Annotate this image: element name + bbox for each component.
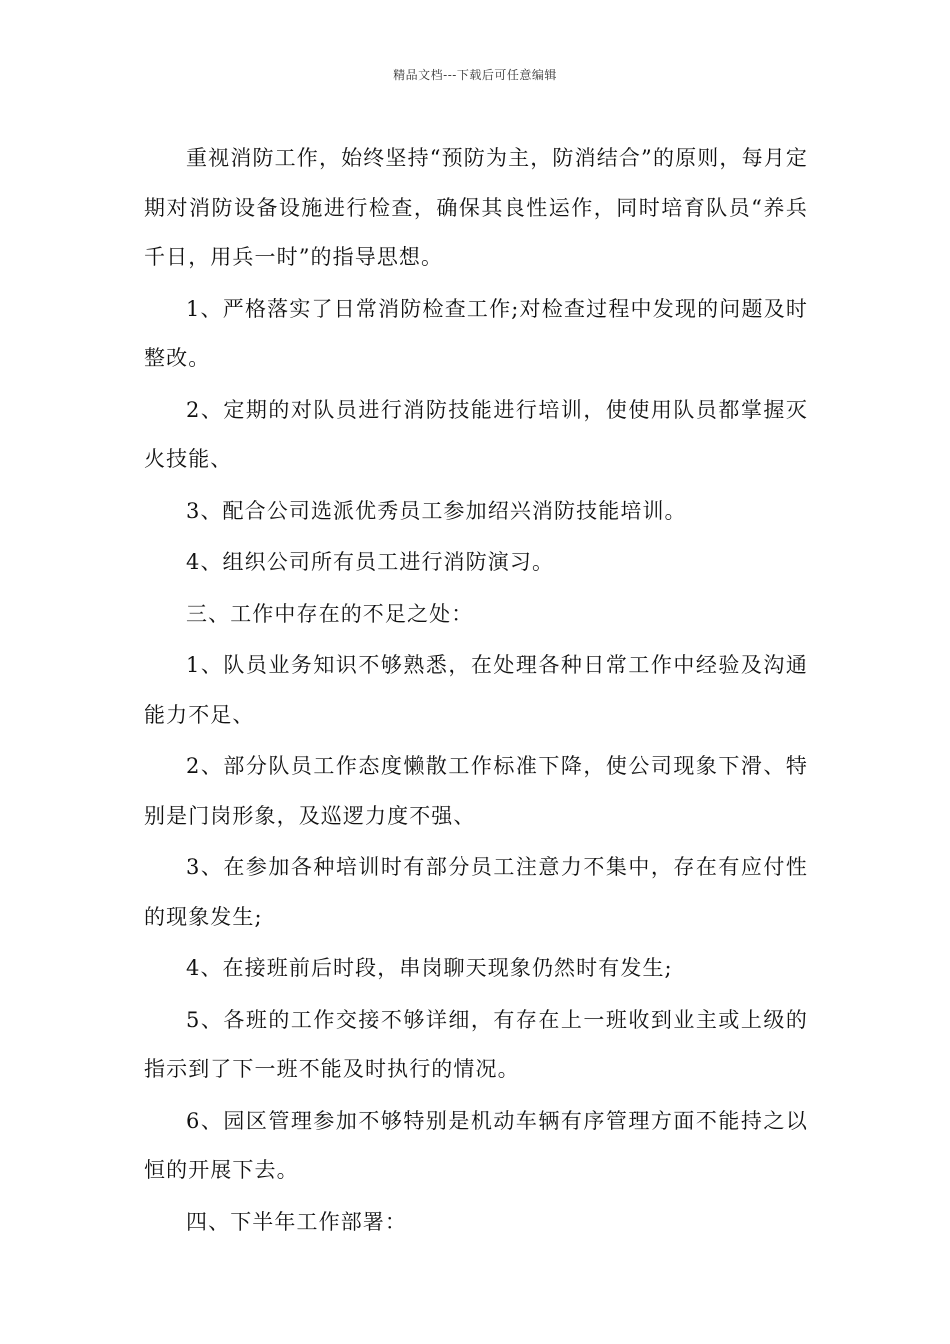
paragraph-shortcoming-3: 3、在参加各种培训时有部分员工注意力不集中，存在有应付性的现象发生; xyxy=(144,855,808,929)
paragraph-shortcoming-4: 4、在接班前后时段，串岗聊天现象仍然时有发生; xyxy=(186,956,673,980)
paragraph-item-3: 3、配合公司选派优秀员工参加绍兴消防技能培训。 xyxy=(186,498,687,523)
paragraph-shortcoming-5: 5、各班的工作交接不够详细，有存在上一班收到业主或上级的指示到了下一班不能及时执行的情况。 xyxy=(144,1007,808,1081)
paragraph-item-2: 2、定期的对队员进行消防技能进行培训，使使用队员都掌握灭火技能、 xyxy=(144,397,808,471)
paragraph-shortcoming-6: 6、园区管理参加不够特别是机动车辆有序管理方面不能持之以恒的开展下去。 xyxy=(144,1108,808,1182)
paragraph-item-1: 1、严格落实了日常消防检查工作;对检查过程中发现的问题及时整改。 xyxy=(144,296,808,370)
document-body xyxy=(144,134,808,1249)
paragraph-fire-safety-intro: 重视消防工作，始终坚持“预防为主，防消结合”的原则，每月定期对消防设备设施进行检查，确保其良性运作，同时培育队员“养兵千日，用兵一时”的指导思想。 xyxy=(144,146,808,269)
section-heading-next-half-plan: 四、下半年工作部署： xyxy=(186,1209,407,1234)
section-heading-shortcomings: 三、工作中存在的不足之处： xyxy=(186,601,474,626)
paragraph-shortcoming-1: 1、队员业务知识不够熟悉，在处理各种日常工作中经验及沟通能力不足、 xyxy=(144,653,808,727)
paragraph-shortcoming-2: 2、部分队员工作态度懒散工作标准下降，使公司现象下滑、特别是门岗形象，及巡逻力度不强、 xyxy=(144,754,808,828)
header-note: 精品文档---下载后可任意编辑 xyxy=(393,68,557,82)
paragraph-item-4: 4、组织公司所有员工进行消防演习。 xyxy=(186,550,555,574)
